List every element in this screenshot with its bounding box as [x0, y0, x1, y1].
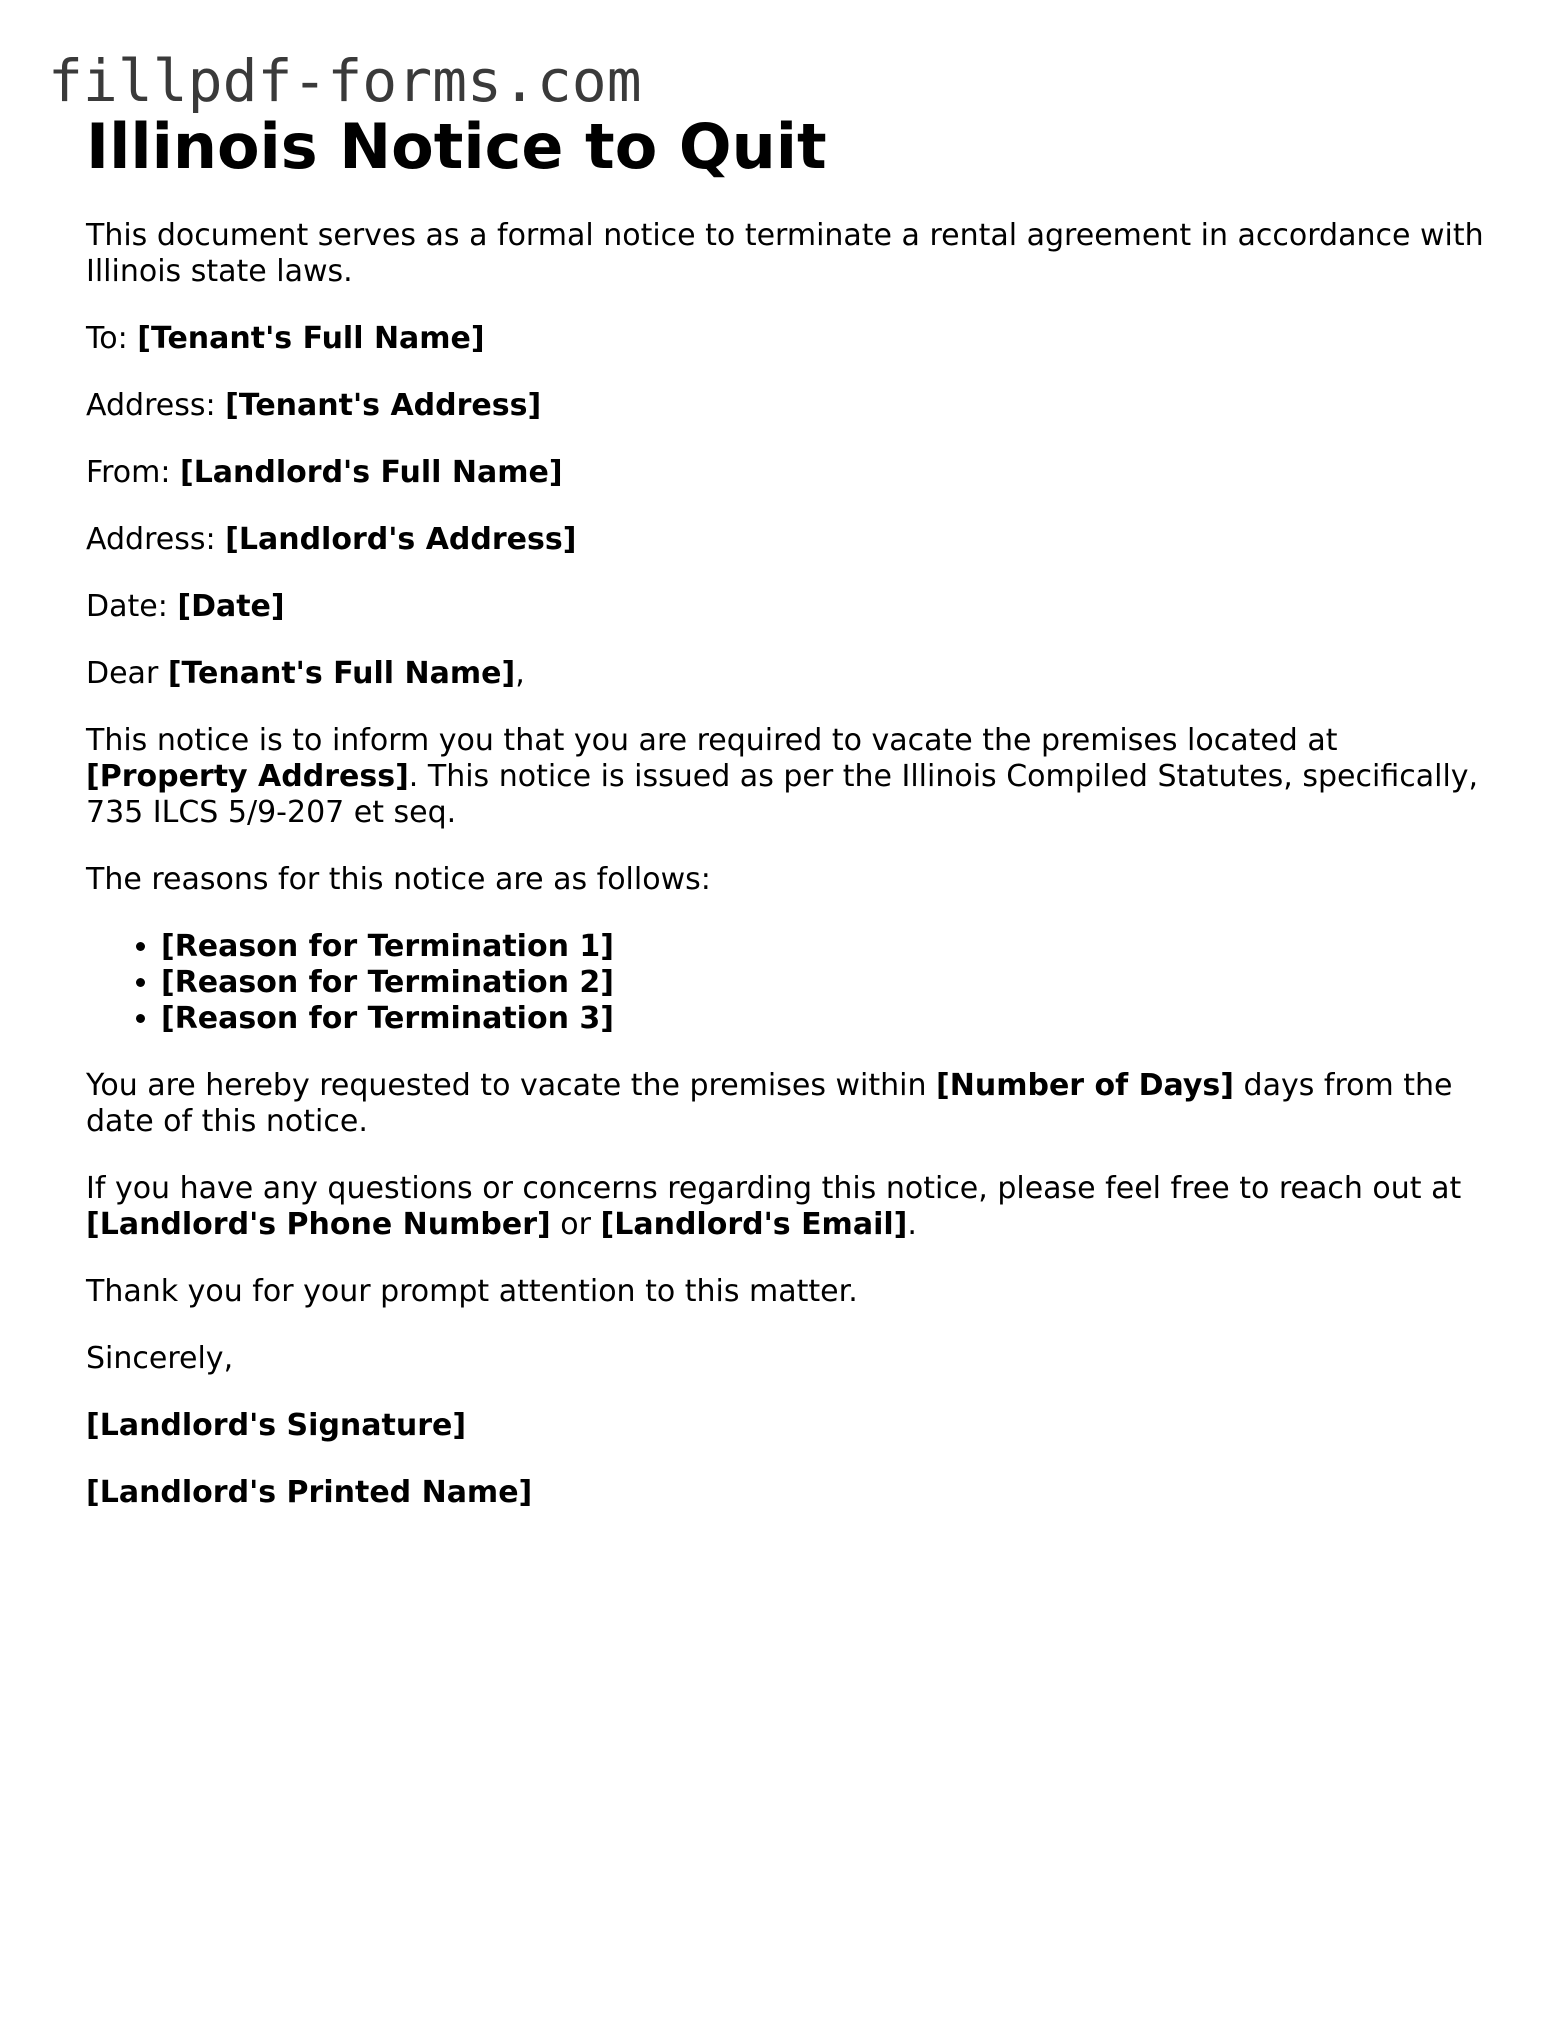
printed-name-line [86, 1475, 1486, 1511]
date-placeholder: [Date] [177, 589, 285, 624]
date-label: Date: [86, 589, 168, 624]
vacate-text-end: . This notice is issued as per the Illinois Compiled Statutes, specifically, 735 ILCS 5/9-207 et seq. [86, 759, 1479, 830]
salutation-tenant-placeholder: [Tenant's Full Name] [167, 656, 516, 691]
reasons-list [86, 929, 1486, 1037]
date-line [86, 589, 1486, 625]
contact-paragraph [86, 1171, 1486, 1243]
notice-document [86, 106, 1486, 1511]
landlord-address-line [86, 522, 1486, 558]
property-address-placeholder: [Property Address] [86, 759, 409, 794]
landlord-phone-placeholder: [Landlord's Phone Number] [86, 1207, 551, 1242]
vacate-paragraph [86, 723, 1486, 831]
intro-paragraph: This document serves as a formal notice to terminate a rental agreement in accordance with Illinois state laws. [86, 218, 1484, 289]
landlord-address-label: Address: [86, 522, 216, 557]
reasons-intro: The reasons for this notice are as follows: [86, 862, 711, 897]
salutation-comma: , [515, 656, 525, 691]
closing: Sincerely, [86, 1341, 234, 1376]
days-text-start: You are hereby requested to vacate the premises within [86, 1068, 927, 1103]
thanks-paragraph: Thank you for your prompt attention to this matter. [86, 1274, 858, 1309]
tenant-address-line [86, 388, 1486, 424]
landlord-address-placeholder: [Landlord's Address] [225, 522, 577, 557]
salutation-line [86, 656, 1486, 692]
landlord-signature-placeholder: [Landlord's Signature] [86, 1408, 467, 1443]
contact-period: . [907, 1207, 917, 1242]
contact-or: or [560, 1207, 591, 1242]
to-line [86, 321, 1486, 357]
from-label: From: [86, 455, 171, 490]
list-item: • [Reason for Termination 3] [161, 1001, 1486, 1037]
document-title: Illinois Notice to Quit [86, 110, 827, 183]
number-of-days-placeholder: [Number of Days] [936, 1068, 1234, 1103]
days-text-end: days from the date of this notice. [86, 1068, 1453, 1139]
to-label: To: [86, 321, 128, 356]
landlord-email-placeholder: [Landlord's Email] [600, 1207, 908, 1242]
days-paragraph [86, 1068, 1486, 1140]
vacate-text-start: This notice is to inform you that you are required to vacate the premises located at [86, 723, 1338, 758]
from-line [86, 455, 1486, 491]
list-item: • [Reason for Termination 1] [161, 929, 1486, 965]
salutation-prefix: Dear [86, 656, 159, 691]
tenant-address-placeholder: [Tenant's Address] [225, 388, 542, 423]
landlord-printed-name-placeholder: [Landlord's Printed Name] [86, 1475, 533, 1510]
landlord-name-placeholder: [Landlord's Full Name] [179, 455, 563, 490]
tenant-name-placeholder: [Tenant's Full Name] [137, 321, 485, 356]
list-item: • [Reason for Termination 2] [161, 965, 1486, 1001]
contact-text-start: If you have any questions or concerns regarding this notice, please feel free to reach out at [86, 1171, 1462, 1206]
signature-line [86, 1408, 1486, 1444]
tenant-address-label: Address: [86, 388, 216, 423]
watermark-logo-text: fillpdf-forms.com [48, 47, 642, 115]
